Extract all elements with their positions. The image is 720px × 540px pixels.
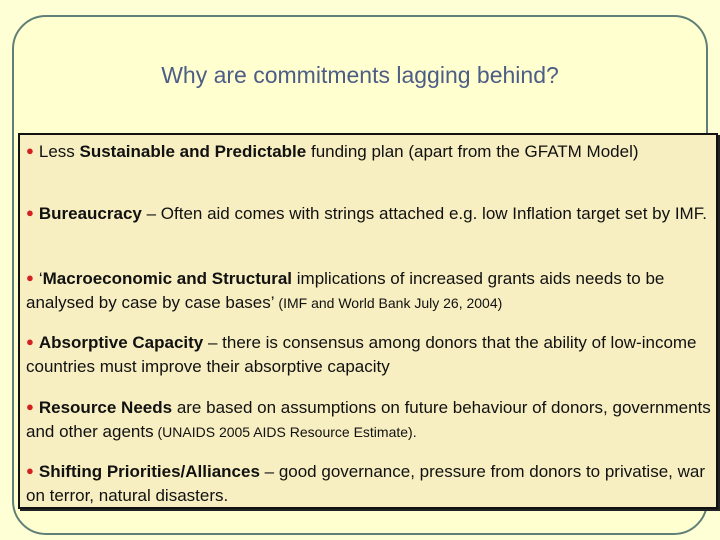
- bullet-item: [26, 139, 716, 164]
- bullet-keyword: Bureaucracy: [38, 204, 142, 223]
- bullet-text: are based on assumptions on future behaviour of donors, governments and other agents: [26, 398, 711, 441]
- bullet-dot-icon: ●: [26, 463, 34, 478]
- bullet-item: [26, 201, 716, 226]
- bullet-dot-icon: ●: [26, 143, 34, 158]
- content-box: [18, 133, 718, 509]
- bullet-dot-icon: ●: [26, 205, 34, 220]
- bullet-pre: Less: [38, 142, 80, 161]
- slide-title: Why are commitments lagging behind?: [161, 62, 559, 88]
- bullet-text: implications of increased grants aids needs to be analysed by case by case bases’: [26, 269, 665, 312]
- bullet-keyword: Resource Needs: [38, 398, 173, 417]
- bullet-item: [26, 395, 716, 444]
- bullet-text: – good governance, pressure from donors to privatise, war on terror, natural disasters.: [26, 462, 705, 505]
- bullet-dot-icon: ●: [26, 399, 34, 414]
- bullet-citation: (IMF and World Bank July 26, 2004): [274, 295, 503, 311]
- bullet-text: funding plan (apart from the GFATM Model): [306, 142, 639, 161]
- bullet-keyword: Absorptive Capacity: [38, 333, 204, 352]
- bullet-dot-icon: ●: [26, 334, 34, 349]
- bullet-item: [26, 459, 716, 508]
- bullet-item: [26, 330, 716, 379]
- bullet-text: – Often aid comes with strings attached e.g. low Inflation target set by IMF.: [141, 204, 707, 223]
- bullet-keyword: Macroeconomic and Structural: [42, 269, 293, 288]
- bullet-citation: (UNAIDS 2005 AIDS Resource Estimate).: [153, 424, 417, 440]
- bullet-keyword: Sustainable and Predictable: [79, 142, 307, 161]
- bullet-text: – there is consensus among donors that the ability of low-income countries must improve their absorptive capacity: [26, 333, 697, 376]
- bullet-dot-icon: ●: [26, 270, 34, 285]
- bullet-item: [26, 266, 716, 315]
- bullet-keyword: Shifting Priorities/Alliances: [38, 462, 260, 481]
- bullet-pre: ‘: [38, 269, 43, 288]
